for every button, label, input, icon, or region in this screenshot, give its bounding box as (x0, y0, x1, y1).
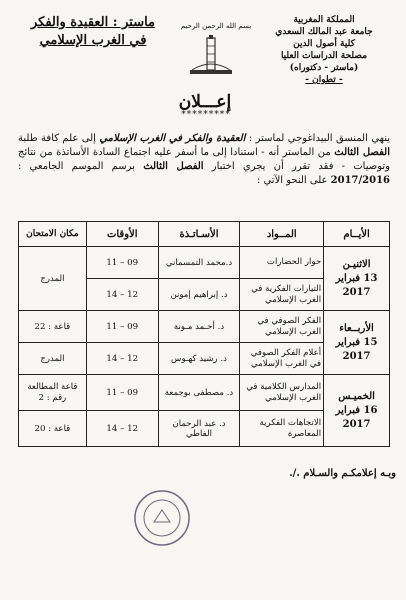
announcement-body (18, 132, 390, 188)
teacher-cell: د. أحـمد مـونة (158, 311, 240, 343)
table-row (19, 247, 390, 279)
master-name: العقيدة والفكر في الغرب الإسلامي (99, 133, 246, 144)
day-name: الاثنيـن (342, 258, 371, 270)
day-date: 16 فبراير 2017 (335, 404, 378, 430)
header-days: الأيــام (324, 222, 390, 247)
time-cell: 12 – 14 (86, 411, 158, 447)
body-text-1: ينهي المنسق البيداغوجي لماستر : (245, 133, 391, 144)
teacher-cell: د.محمد التمسماني (158, 247, 240, 279)
page-title: إعـــلان (178, 92, 232, 112)
time-cell: 12 – 14 (86, 279, 158, 311)
day-date: 15 فبراير 2017 (335, 336, 378, 362)
header-times: الأوقات (86, 222, 158, 247)
place-cell: قاعة المطالعة رقم : 2 (19, 375, 87, 411)
day-name: الأربــعاء (339, 322, 374, 334)
university-line: جامعة عبد المالك السعدي (275, 27, 373, 37)
exam-schedule-table (18, 221, 390, 447)
subject-cell: الفكر الصوفي في الغرب الإسلامي (240, 311, 324, 343)
day-name: الخميـس (338, 390, 375, 402)
header-subjects: المــواد (240, 222, 324, 247)
body-text-2: إلى علم كافة طلبة (18, 133, 100, 144)
time-cell: 09 – 11 (86, 311, 158, 343)
official-stamp-icon (132, 488, 192, 548)
body-text-5: على النحو الآتي : (256, 175, 331, 186)
master-line-1: ماستر : العقيدة والفكر (30, 15, 156, 30)
table-row (19, 375, 390, 411)
place-cell: المدرج (19, 343, 87, 375)
city-line: - تطوان - (305, 75, 343, 85)
teacher-cell: د. إبراهيم إمونن (158, 279, 240, 311)
title-stars: ********* (181, 110, 231, 120)
semester-label: الفصل الثالث (334, 147, 390, 158)
semester-label-2: الفصل الثالث (143, 161, 204, 172)
university-logo-icon (186, 34, 236, 78)
service-line: مصلحة الدراسات العليا (280, 51, 368, 61)
time-cell: 09 – 11 (86, 375, 158, 411)
day-cell (324, 375, 390, 447)
body-text-3: من الماستر أنه - استنادا إلى ما أسفر عليه اجتماع السادة الأساتذة من نتائج وتوصيات - فقد تقرر أن يجري اختبار (18, 147, 391, 172)
institution-header (264, 14, 384, 86)
program-line: (ماستر - دكتوراه) (289, 63, 359, 73)
table-header-row (19, 222, 390, 247)
kingdom-line: المملكة المغربية (293, 15, 355, 25)
day-cell (324, 247, 390, 311)
day-cell (324, 311, 390, 375)
table-row (19, 311, 390, 343)
closing-text: وبـه إعلامكـم والسـلام ./. (289, 468, 396, 479)
place-cell: قاعة : 22 (19, 311, 87, 343)
faculty-line: كلية أصول الدين (293, 39, 355, 49)
teacher-cell: د. عبد الرحمان الفاطي (158, 411, 240, 447)
subject-cell: حوار الحضارات (240, 247, 324, 279)
time-cell: 12 – 14 (86, 343, 158, 375)
time-cell: 09 – 11 (86, 247, 158, 279)
subject-cell: المدارس الكلامية في الغرب الإسلامي (240, 375, 324, 411)
bismillah: بسم الله الرحمن الرحيم (180, 22, 252, 30)
master-header (18, 14, 168, 50)
subject-cell: أعلام الفكر الصوفي في الغرب الإسلامي (240, 343, 324, 375)
subject-cell: الاتجاهات الفكرية المعاصرة (240, 411, 324, 447)
teacher-cell: د. رشيد كهـوس (158, 343, 240, 375)
place-cell: المدرج (19, 247, 87, 311)
header-place: مكان الامتحان (19, 222, 87, 247)
teacher-cell: د. مصطفى بوجمعة (158, 375, 240, 411)
day-date: 13 فبراير 2017 (335, 272, 378, 298)
academic-year: 2017/2016 (330, 175, 390, 186)
body-text-4: برسم الموسم الجامعي : (18, 161, 144, 172)
header-teachers: الأسـاتـذة (158, 222, 240, 247)
master-line-2: في الغرب الإسلامي (39, 33, 147, 48)
subject-cell: التيارات الفكرية في الغرب الإسلامي (240, 279, 324, 311)
place-cell: قاعة : 20 (19, 411, 87, 447)
